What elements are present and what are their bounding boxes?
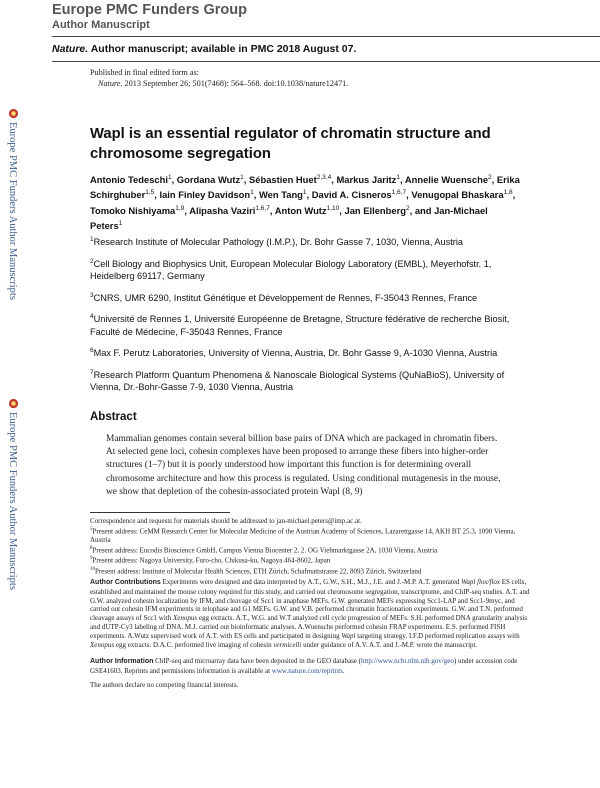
author-name: Wen Tang bbox=[258, 189, 303, 201]
funders-group-title: Europe PMC Funders Group bbox=[52, 2, 247, 18]
author-separator: , bbox=[512, 189, 516, 201]
author-separator: , bbox=[399, 174, 405, 186]
spacer bbox=[90, 650, 530, 655]
affiliation-text: Université de Rennes 1, Université Européenne de Bretagne, Structure fédérative de recherche Biosit, Faculté de Médecine, F-35043 Rennes, France bbox=[90, 314, 510, 337]
contributions-italic: Wapl bbox=[341, 632, 356, 641]
author-manuscript-label: Author Manuscript bbox=[52, 19, 150, 31]
contributions-italic: Xenopus bbox=[90, 641, 115, 650]
author-affiliation-marker: 1 bbox=[396, 174, 400, 181]
author-name: Jan Ellenberg bbox=[344, 204, 406, 216]
present-address-note bbox=[90, 566, 530, 576]
europe-pmc-logo-icon bbox=[8, 108, 19, 119]
affiliation-text: CNRS, UMR 6290, Institut Génétique et Développement de Rennes, F-35043 Rennes, France bbox=[93, 292, 478, 303]
author-list bbox=[90, 171, 520, 232]
note-text: Present address: Nagoya University, Furo-cho, Chikusa-ku, Nagoya 464-8602, Japan bbox=[92, 556, 331, 565]
affiliation-text: Research Platform Quantum Phenomena & Nanoscale Biological Systems (QuNaBioS), University of Vienna, Dr.-Bohr-Gasse 7-9, 1030 Vienna, Austria bbox=[90, 369, 505, 393]
contributions-italic: Xenopus bbox=[173, 614, 198, 623]
present-address-note bbox=[90, 526, 530, 545]
note-number: 5 bbox=[90, 526, 93, 532]
author-affiliation-marker: 1,6,7 bbox=[255, 204, 270, 212]
article-title: Wapl is an essential regulator of chromatin structure and chromosome segregation bbox=[90, 126, 491, 162]
journal-name: Nature. bbox=[52, 43, 89, 55]
author-affiliation-marker: 2 bbox=[488, 174, 492, 181]
competing-interests: The authors declare no competing financial interests. bbox=[90, 680, 239, 689]
note-number: 8 bbox=[90, 546, 93, 552]
affiliation bbox=[90, 234, 520, 249]
info-label: Author Information bbox=[90, 658, 154, 665]
note-number: 10 bbox=[90, 566, 95, 572]
sidebar-label-2: Europe PMC Funders Author Manuscripts bbox=[7, 412, 18, 590]
author-affiliation-marker: 1 bbox=[118, 219, 123, 227]
author-affiliation-marker: 1 bbox=[240, 174, 244, 181]
author-information bbox=[90, 657, 530, 676]
author-name: Gordana Wutz bbox=[176, 174, 241, 186]
author-name: Annelie Wuensche bbox=[404, 174, 489, 186]
note-number: 9 bbox=[90, 556, 93, 562]
author-affiliation-marker: 1 bbox=[167, 174, 172, 181]
author-affiliation-marker: 1,10 bbox=[326, 204, 340, 212]
author-name: Antonio Tedeschi bbox=[90, 174, 168, 186]
europe-pmc-logo-icon bbox=[8, 398, 19, 409]
abstract-text: Mammalian genomes contain several billion base pairs of DNA which are packaged in chromatin fibers. At selected gene loci, cohesin complexes have been proposed to arrange these fibers into higher-order structures (1–7) but it is poorly understood how important this function is for determining overall chromosome architecture and how this process is regulated. Using conditional mutagenesis in the mouse, we show that depletion of the cohesin-associated protein Wapl (8, 9) bbox=[106, 434, 501, 497]
affiliation bbox=[90, 311, 520, 338]
author-affiliation-marker: 2,3,4 bbox=[316, 174, 332, 181]
footnotes bbox=[90, 517, 530, 690]
sidebar-label-1: Europe PMC Funders Author Manuscripts bbox=[7, 122, 18, 300]
author-affiliation-marker: 2 bbox=[405, 204, 410, 212]
affiliation-number: 1 bbox=[90, 236, 94, 243]
author-separator: , bbox=[406, 189, 412, 201]
note-text: Present address: Eucodis Bioscience GmbH, Campus Vienna Biocenter 2, 2. OG Viehmarktgasse 2A, 1030 Vienna, Austria bbox=[92, 546, 438, 555]
author-contributions bbox=[90, 578, 530, 650]
availability-text: Author manuscript; available in PMC 2018 August 07. bbox=[88, 43, 357, 55]
affiliation-text: Max F. Perutz Laboratories, University of Vienna, Austria, Dr. Bohr Gasse 9, A-1030 Vienna, Austria bbox=[93, 348, 498, 359]
affiliation-number: 6 bbox=[90, 347, 94, 355]
footnote-divider bbox=[90, 512, 230, 513]
published-info bbox=[90, 67, 348, 89]
author-name: Anton Wutz bbox=[274, 204, 327, 216]
author-affiliation-marker: 1,8 bbox=[503, 189, 513, 197]
affiliation-text: Research Institute of Molecular Pathology (I.M.P.), Dr. Bohr Gasse 7, 1030, Vienna, Austria bbox=[93, 237, 464, 248]
sidebar-watermark bbox=[4, 108, 24, 788]
author-affiliation-marker: 1,6,7 bbox=[391, 189, 407, 197]
affiliation-number: 7 bbox=[90, 368, 94, 376]
author-name: Erika Schirghuber bbox=[90, 174, 520, 201]
info-text: ) under accession code GSE41603. Reprints and permissions information is available at bbox=[90, 657, 518, 675]
citation-details: 2013 September 26; 501(7468): 564–568. doi:10.1038/nature12471. bbox=[122, 79, 349, 88]
info-text: . bbox=[342, 666, 345, 675]
correspondence-note: Correspondence and requests for materials should be addressed to jan-michael.peters@imp.ac.at. bbox=[90, 517, 362, 525]
author-separator: , and bbox=[409, 204, 435, 216]
reprints-link[interactable]: www.nature.com/reprints bbox=[271, 666, 343, 675]
present-address-note bbox=[90, 545, 530, 555]
affiliation-number: 2 bbox=[90, 257, 94, 265]
author-separator: , bbox=[154, 189, 160, 201]
author-name: David A. Cisneros bbox=[311, 189, 392, 201]
author-separator: , bbox=[253, 189, 259, 201]
author-name: Sébastien Huet bbox=[249, 174, 317, 186]
author-name: Jan-Michael Peters bbox=[90, 204, 488, 232]
affiliation-list bbox=[90, 234, 520, 401]
author-separator: , bbox=[491, 174, 497, 186]
contributions-label: Author Contributions bbox=[90, 578, 161, 586]
info-text: ChIP-seq and microarray data have been deposited in the GEO database ( bbox=[153, 657, 361, 665]
affiliation bbox=[90, 345, 520, 360]
geo-link[interactable]: http://www.ncbi.nlm.nih.gov/geo bbox=[360, 657, 454, 665]
author-affiliation-marker: 1 bbox=[302, 189, 307, 197]
present-address-note bbox=[90, 555, 530, 565]
affiliation-number: 4 bbox=[90, 313, 94, 321]
author-separator: , bbox=[339, 204, 345, 216]
author-separator: , bbox=[331, 174, 337, 186]
affiliation bbox=[90, 290, 520, 305]
abstract-heading: Abstract bbox=[90, 411, 137, 423]
contributions-text: ES cells, established and maintained the mouse colony required for this study, and carried out chromosome segregation, transcriptome, and ChIP-seq studies. A.T. and G.W. analyzed cohesin localization by IFM, and cleavage of Scc1 in anaphase MEFs. G.W. generated MEFs expressing Scc1-LAP and Scc1-9myc, and carried out cohesin IFM experiments in telophase and G1 MEFs. G.W. and V.B. performed chromatin fractionation experiments. G.W. and T.N. performed cleavage assays of Scc1 with bbox=[90, 577, 530, 623]
published-label: Published in final edited form as: bbox=[90, 68, 199, 77]
affiliation-text: Cell Biology and Biophysics Unit, European Molecular Biology Laboratory (EMBL), Meyerhofstr. 1, Heidelberg 69117, Germany bbox=[90, 258, 492, 282]
author-separator: , bbox=[171, 174, 177, 186]
contributions-text: targeting strategy. I.F.D performed replication assays with bbox=[355, 632, 520, 641]
author-separator: , bbox=[306, 189, 312, 201]
author-affiliation-marker: 1 bbox=[250, 189, 254, 197]
contributions-text: under guidance of A.V. A.T. and J.-M.P. wrote the manuscript. bbox=[301, 641, 478, 650]
journal-availability bbox=[52, 43, 356, 55]
author-name: Markus Jaritz bbox=[336, 174, 397, 186]
citation bbox=[90, 78, 348, 89]
header-divider bbox=[52, 36, 600, 37]
contributions-text: Experiments were designed and data interpreted by A.T., G.W., S.H., M.J., J.E. and J.-M.P. A.T. generated bbox=[160, 577, 462, 586]
author-affiliation-marker: 1,5 bbox=[145, 189, 155, 197]
affiliation bbox=[90, 367, 520, 394]
contributions-italic: vermicelli bbox=[273, 641, 302, 650]
author-name: Venugopal Bhaskara bbox=[411, 189, 504, 201]
author-name: Iain Finley Davidson bbox=[159, 189, 251, 201]
affiliation bbox=[90, 256, 520, 283]
author-separator: , bbox=[269, 204, 275, 216]
contributions-text: egg extracts. A.T., W.G. and W.T analyzed cell cycle progression of MEFs. S.H. performed DNA granularity analysis and dUTP-Cy3 labeling of DNA. M.J. carried out bioinformatic analyses. A.Wuensche performed cohesin FRAP experiments. E.S. performed FISH experiments. A.Wutz supervised work of A.T. with ES cells and participated in designing bbox=[90, 614, 528, 641]
present-address-notes bbox=[90, 526, 530, 576]
author-separator: , bbox=[243, 174, 250, 186]
author-name: Tomoko Nishiyama bbox=[90, 204, 176, 216]
author-separator: , bbox=[184, 204, 190, 216]
citation-journal: Nature. bbox=[98, 79, 123, 88]
contributions-italic: Wapl flox/flox bbox=[461, 577, 501, 586]
affiliation-number: 3 bbox=[90, 291, 94, 299]
note-text: Present address: Institute of Molecular Health Sciences, ETH Zürich, Schafmattstrasse 22, 8093 Zürich, Switzerland bbox=[95, 566, 422, 575]
header-divider-2 bbox=[52, 61, 600, 62]
note-text: Present address: CeMM Research Center for Molecular Medicine of the Austrian Academy of Sciences, Lazarettgasse 14, AKH BT 25.3, 1090 Vienna, Austria bbox=[90, 527, 516, 545]
author-affiliation-marker: 1,9 bbox=[175, 204, 185, 212]
contributions-text: egg extracts. D.A.C. performed live imaging of cohesin bbox=[114, 641, 274, 650]
author-name: Alipasha Vaziri bbox=[189, 204, 256, 216]
